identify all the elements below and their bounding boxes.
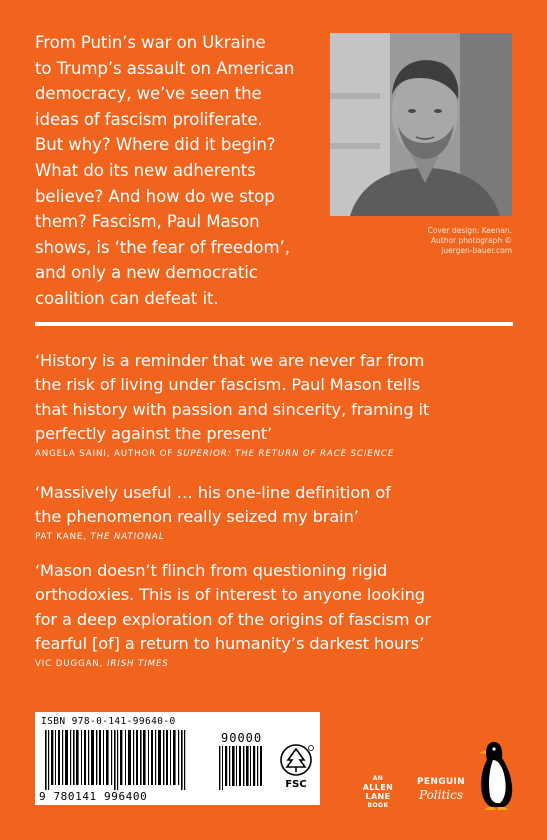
penguin-logo: [476, 738, 518, 810]
review-quote-2: [35, 481, 515, 542]
quote-line: the risk of living under fascism. Paul Mason tells: [35, 375, 421, 395]
imprint-lane: LANE: [365, 792, 391, 801]
author-photo: [330, 33, 512, 216]
attribution-name: VIC DUGGAN,: [35, 658, 107, 669]
allen-lane-imprint: [360, 774, 396, 810]
isbn-text: ISBN 978-0-141-99640-0: [41, 716, 176, 727]
author-portrait-icon: [330, 33, 512, 216]
blurb-line: believe? And how do we stop: [35, 186, 275, 206]
barcode-panel: [35, 712, 320, 805]
blurb-line: democracy, we’ve seen the: [35, 84, 262, 104]
quote-line: orthodoxies. This is of interest to anyone looking: [35, 585, 425, 605]
review-quote-1: [35, 349, 515, 459]
quote-attribution: [35, 449, 515, 459]
blurb-line: to Trump’s assault on American: [35, 58, 295, 78]
blurb: [35, 30, 325, 312]
credit-line: Cover design: Keenan.: [427, 226, 512, 235]
attribution-name: PAT KANE,: [35, 531, 91, 542]
blurb-line: But why? Where did it begin?: [35, 135, 276, 155]
quote-line: that history with passion and sincerity, framing it: [35, 399, 430, 419]
quote-line: ‘Massively useful … his one-line definition of: [35, 483, 391, 502]
series-label: [412, 777, 470, 802]
imprint-allen: ALLEN: [362, 783, 394, 792]
quote-line: the phenomenon really seized my brain’: [35, 507, 359, 527]
quote-text: [35, 349, 515, 447]
attribution-work: THE NATIONAL: [90, 531, 165, 542]
blurb-line: shows, is ‘the fear of freedom’,: [35, 237, 290, 257]
attribution-work: SUPERIOR: THE RETURN OF RACE SCIENCE: [176, 448, 395, 459]
blurb-line: them? Fascism, Paul Mason: [35, 212, 260, 232]
quote-text: [35, 481, 515, 530]
quote-line: fearful [of] a return to humanity’s darkest hours’: [35, 634, 425, 654]
quote-line: ‘Mason doesn’t flinch from questioning rigid: [35, 561, 388, 580]
fsc-label: FSC: [285, 779, 307, 790]
publisher-name: PENGUIN: [417, 777, 465, 787]
attribution-work: IRISH TIMES: [106, 658, 169, 669]
price-code: 90000: [221, 731, 263, 745]
cover-credit: [370, 226, 512, 256]
blurb-line: ideas of fascism proliferate.: [35, 109, 263, 129]
penguin-icon: [476, 738, 518, 810]
divider: [35, 322, 513, 326]
blurb-line: What do its new adherents: [35, 160, 256, 180]
imprint-an: AN: [372, 775, 384, 782]
fsc-tree-icon: [277, 744, 315, 780]
blurb-line: From Putin’s war on Ukraine: [35, 33, 266, 52]
review-quote-3: [35, 559, 515, 669]
imprint-book: BOOK: [367, 802, 389, 809]
attribution-name: ANGELA SAINI, AUTHOR OF: [35, 448, 177, 459]
quote-text: [35, 559, 515, 657]
quote-attribution: [35, 532, 515, 542]
series-name: Politics: [418, 788, 464, 802]
quote-line: ‘History is a reminder that we are never far from: [35, 351, 425, 370]
quote-line: perfectly against the present’: [35, 424, 273, 444]
credit-line: Author photograph ©: [430, 236, 512, 245]
quote-attribution: [35, 659, 515, 669]
barcode-digits: 9 780141 996400: [39, 790, 148, 803]
blurb-line: coalition can defeat it.: [35, 288, 219, 308]
credit-line: juergen-bauer.com: [441, 246, 512, 255]
fsc-logo: [277, 744, 315, 792]
quote-line: for a deep exploration of the origins of fascism or: [35, 609, 431, 629]
blurb-line: and only a new democratic: [35, 263, 258, 283]
